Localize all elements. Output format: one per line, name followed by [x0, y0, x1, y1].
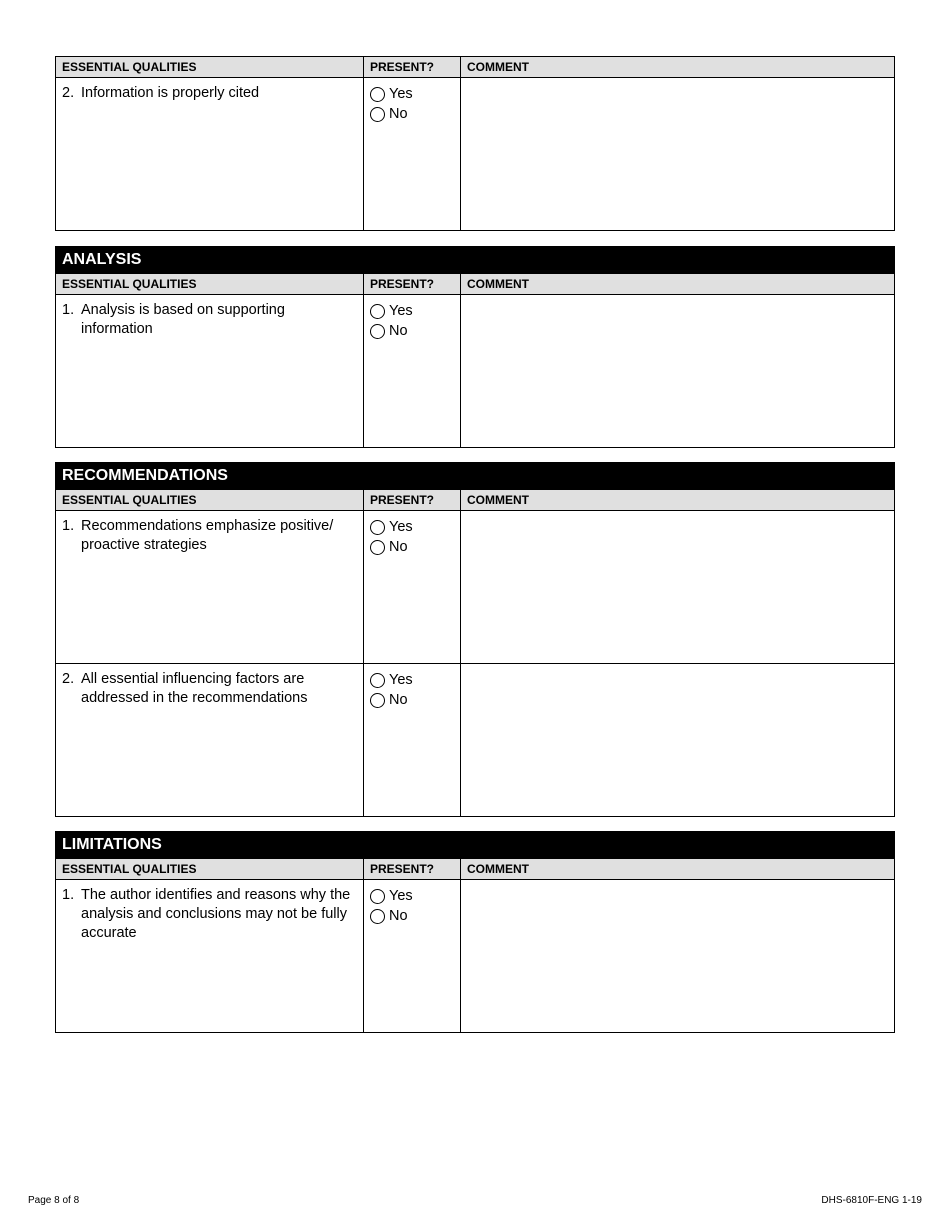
qualities-table: [55, 56, 895, 231]
present-cell: [364, 78, 461, 231]
radio-button-icon[interactable]: [370, 304, 385, 319]
radio-button-icon[interactable]: [370, 107, 385, 122]
comment-field[interactable]: [461, 664, 895, 817]
section-recommendations: [55, 462, 895, 817]
quality-cell: [56, 511, 364, 664]
quality-cell: [56, 664, 364, 817]
form-id: DHS-6810F-ENG 1-19: [821, 1195, 922, 1206]
quality-cell: [56, 295, 364, 448]
column-header-qualities: ESSENTIAL QUALITIES: [56, 859, 364, 880]
table-row: [56, 664, 895, 817]
no-radio-option[interactable]: No: [370, 906, 454, 926]
no-radio-option[interactable]: No: [370, 321, 454, 341]
radio-button-icon[interactable]: [370, 889, 385, 904]
radio-button-icon[interactable]: [370, 673, 385, 688]
qualities-table: [55, 273, 895, 448]
column-header-comment: COMMENT: [461, 57, 895, 78]
table-row: [56, 880, 895, 1033]
no-radio-option[interactable]: No: [370, 104, 454, 124]
item-number: 2.: [62, 671, 75, 687]
column-header-qualities: ESSENTIAL QUALITIES: [56, 274, 364, 295]
radio-button-icon[interactable]: [370, 693, 385, 708]
yes-radio-option[interactable]: Yes: [370, 301, 454, 321]
comment-field[interactable]: [461, 880, 895, 1033]
present-cell: [364, 880, 461, 1033]
column-header-qualities: ESSENTIAL QUALITIES: [56, 490, 364, 511]
column-header-present: PRESENT?: [364, 859, 461, 880]
yes-radio-option[interactable]: Yes: [370, 886, 454, 906]
item-text: The author identifies and reasons why the analysis and conclusions may not be fully accurate: [81, 887, 351, 941]
column-header-present: PRESENT?: [364, 274, 461, 295]
section-limitations: [55, 831, 895, 1033]
present-cell: [364, 511, 461, 664]
table-row: [56, 78, 895, 231]
radio-button-icon[interactable]: [370, 540, 385, 555]
qualities-table: [55, 489, 895, 817]
item-number: 1.: [62, 518, 75, 534]
present-cell: [364, 295, 461, 448]
no-radio-option[interactable]: No: [370, 537, 454, 557]
radio-button-icon[interactable]: [370, 87, 385, 102]
comment-field[interactable]: [461, 511, 895, 664]
item-number: 1.: [62, 887, 75, 903]
column-header-comment: COMMENT: [461, 859, 895, 880]
radio-button-icon[interactable]: [370, 324, 385, 339]
quality-cell: [56, 78, 364, 231]
radio-button-icon[interactable]: [370, 909, 385, 924]
yes-radio-option[interactable]: Yes: [370, 517, 454, 537]
item-text: Information is properly cited: [81, 85, 260, 101]
present-cell: [364, 664, 461, 817]
section-information-continued: [55, 56, 895, 231]
table-row: [56, 511, 895, 664]
quality-cell: [56, 880, 364, 1033]
column-header-present: PRESENT?: [364, 490, 461, 511]
yes-radio-option[interactable]: Yes: [370, 670, 454, 690]
no-radio-option[interactable]: No: [370, 690, 454, 710]
comment-field[interactable]: [461, 78, 895, 231]
column-header-present: PRESENT?: [364, 57, 461, 78]
item-text: All essential influencing factors are addressed in the recommendations: [81, 671, 308, 706]
section-analysis: [55, 246, 895, 448]
item-text: Analysis is based on supporting information: [81, 302, 285, 337]
page-number: Page 8 of 8: [28, 1195, 80, 1206]
column-header-comment: COMMENT: [461, 490, 895, 511]
yes-radio-option[interactable]: Yes: [370, 84, 454, 104]
column-header-comment: COMMENT: [461, 274, 895, 295]
radio-button-icon[interactable]: [370, 520, 385, 535]
qualities-table: [55, 858, 895, 1033]
table-row: [56, 295, 895, 448]
section-title: ANALYSIS: [55, 246, 895, 273]
item-number: 2.: [62, 85, 75, 101]
item-text: Recommendations emphasize positive/ proactive strategies: [81, 518, 334, 553]
section-title: LIMITATIONS: [55, 831, 895, 858]
item-number: 1.: [62, 302, 75, 318]
comment-field[interactable]: [461, 295, 895, 448]
section-title: RECOMMENDATIONS: [55, 462, 895, 489]
column-header-qualities: ESSENTIAL QUALITIES: [56, 57, 364, 78]
